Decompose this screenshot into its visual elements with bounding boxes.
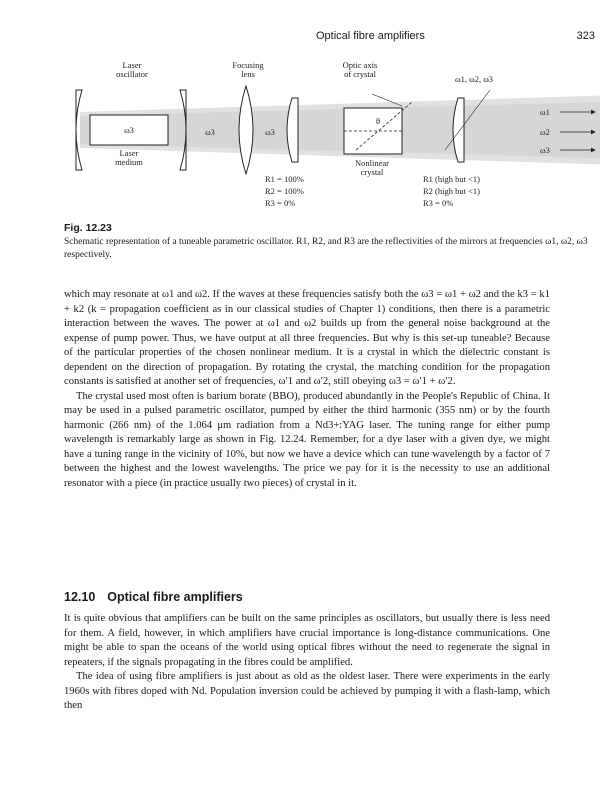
label-optic-axis-1: Optic axis (342, 60, 378, 70)
label-mirror-right-r1: R1 (high but <1) (423, 174, 480, 184)
label-mirror-left-r2: R2 = 100% (265, 186, 304, 196)
body-text (64, 288, 550, 491)
section-number: 12.10 (64, 590, 96, 604)
section-text (64, 612, 550, 714)
label-nonlinear-crystal-1: Nonlinear (355, 158, 389, 168)
label-mirror-left-r3: R3 = 0% (265, 198, 296, 208)
focusing-lens (239, 86, 253, 174)
label-laser-oscillator-2: oscillator (116, 69, 148, 79)
label-omega3-right: ω3 (540, 145, 550, 155)
section-title: Optical fibre amplifiers (107, 590, 243, 604)
running-title: Optical fibre amplifiers (316, 30, 425, 42)
label-mirror-right-r2: R2 (high but <1) (423, 186, 480, 196)
label-mirror-left-r1: R1 = 100% (265, 174, 304, 184)
label-omega2-right: ω2 (540, 127, 550, 137)
nonlinear-crystal (344, 108, 402, 154)
figure-label: Fig. 12.23 (64, 222, 112, 234)
label-optic-axis-2: of crystal (344, 69, 376, 79)
paragraph: It is quite obvious that amplifiers can be built on the same principles as oscillators, but usually there is less need for them. A field, however, in which amplifiers have crucial importance is long-distance communications. One might be able to span the oceans of the world using optical fibres without the need to regenerate the signal in repeaters, if the signals propagating in the fibres could be amplified. (64, 613, 550, 668)
label-laser-medium-2: medium (115, 157, 143, 167)
label-nonlinear-crystal-2: crystal (360, 167, 384, 177)
label-omega1-right: ω1 (540, 107, 550, 117)
label-laser-medium-1: Laser (119, 148, 139, 158)
page-number: 323 (576, 30, 595, 42)
label-omega3-a: ω3 (124, 125, 134, 135)
figure-caption: Schematic representation of a tuneable parametric oscillator. R1, R2, and R3 are the reflectivities of the mirrors at frequencies ω1, ω2, ω3 respectively. (64, 237, 588, 260)
figure-caption-block (64, 222, 594, 262)
label-mirror-right-r3: R3 = 0% (423, 198, 454, 208)
label-theta: θ (376, 116, 381, 126)
label-laser-oscillator-1: Laser (122, 60, 142, 70)
label-focusing-lens-1: Focusing (232, 60, 264, 70)
label-omega3-c: ω3 (265, 127, 275, 137)
label-omega3-b: ω3 (205, 127, 215, 137)
label-omega-out-top: ω1, ω2, ω3 (455, 74, 494, 84)
parametric-oscillator-diagram (60, 50, 600, 235)
label-focusing-lens-2: lens (241, 69, 255, 79)
section-heading (64, 590, 243, 604)
paragraph: which may resonate at ω1 and ω2. If the waves at these frequencies satisfy both the ω3 = ω1 + ω2 and the k3 = k1 + k2 (k = propagation coefficient as in our classical studies of Chapter 1) conditions, then there is a parametric interaction between the waves. The power at ω1 and ω2 builds up from the general noise background at the expense of pump power. Thus, we have output at all three frequencies. But why is this set-up tuneable? Because of the particular properties of the chosen nonlinear medium. It is a crystal in which the dielectric constant is dependent on the direction of propagation. By rotating the crystal, the matching condition for the propagation constants is satisfied at another set of frequencies, ω′1 and ω′2, still obeying ω3 = ω′1 + ω′2. (64, 289, 550, 387)
paragraph: The crystal used most often is barium borate (BBO), produced abundantly in the People's Republic of China. It may be used in a pulsed parametric oscillator, pumped by either the third harmonic (355 nm) or by the fourth harmonic (266 nm) of the 1.064 μm radiation from a Nd3+:YAG laser. The tuning range for either pump wavelength is remarkably large as shown in Fig. 12.24. Remember, for a dye laser with a given dye, we might have a tuning range in the vicinity of 10%, but now we have a device which can tune wavelength by a factor of 7 between the highest and the lowest wavelengths. The price we pay for it is the necessity to use an additional resonator with a piece (in practice usually two pieces) of crystal in it. (64, 390, 550, 489)
paragraph: The idea of using fibre amplifiers is just about as old as the oldest laser. There were experiments in the early 1960s with fibres doped with Nd. Population inversion could be achieved by pumping it with a flash-lamp, which then (64, 671, 550, 711)
page-header (0, 30, 615, 46)
